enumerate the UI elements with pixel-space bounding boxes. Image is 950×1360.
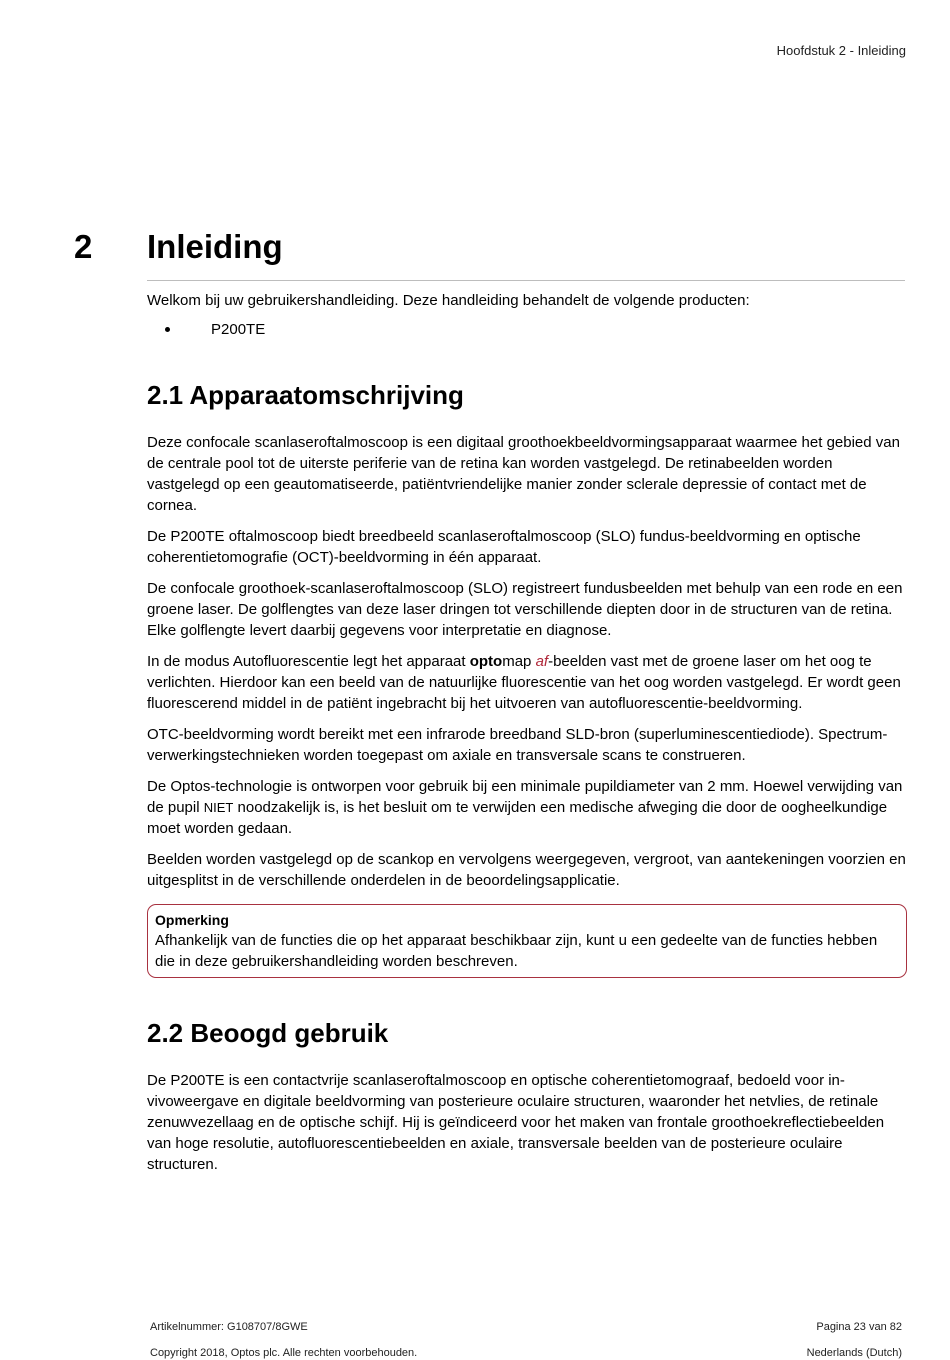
paragraph-slo: De confocale groothoek-scanlaseroftalmoscoop (SLO) registreert fundusbeelden met behulp van een rode en een groene laser. De golflengtes van deze laser dringen tot verschillende diepten door in de structuren van de retina. Elke golflengte levert daarbij gegevens voor interpretatie en diagnose. (147, 580, 903, 639)
footer-page-number: Pagina 23 van 82 (816, 1321, 902, 1333)
paragraph-description: Deze confocale scanlaseroftalmoscoop is een digitaal groothoekbeeldvormingsapparaat waarmee het gebied van de centrale pool tot de uiterste periferie van de retina kan worden vastgelegd. De retinabeelden worden vastgelegd op een geautomatiseerde, patiëntvriendelijke manier zonder sclerale depressie of contact met de cornea. (147, 434, 900, 514)
footer-left (150, 1320, 417, 1360)
section-heading-apparaatomschrijving: 2.1 Apparaatomschrijving (147, 380, 464, 410)
section-heading-beoogd-gebruik: 2.2 Beoogd gebruik (147, 1018, 389, 1048)
af-text-before: In de modus Autofluorescentie legt het apparaat (147, 653, 470, 670)
paragraph-otc: OTC-beeldvorming wordt bereikt met een infrarode breedband SLD-bron (superluminescentiediode). Spectrum-verwerkingstechnieken worden toegepast om axiale en transversale scans te construeren. (147, 726, 888, 764)
intro-paragraph: Welkom bij uw gebruikershandleiding. Deze handleiding behandelt de volgende producten: (147, 292, 750, 309)
product-list (147, 319, 907, 340)
af-text-after: -beelden vast met de groene laser om het oog te verlichten. Hierdoor kan een beeld van de natuurlijke fluorescentie van het oog worden vastgelegd. Er wordt geen fluorescerend middel in de patiënt ingebracht bij het uitvoeren van autofluorescentie-beeldvorming. (147, 653, 901, 712)
chapter-title: Inleiding (147, 228, 283, 265)
note-box (147, 904, 907, 978)
footer-article-number: Artikelnummer: G108707/8GWE (150, 1321, 308, 1333)
af-mark: af (535, 653, 549, 670)
page-content (147, 290, 907, 1185)
footer-language: Nederlands (Dutch) (806, 1347, 902, 1359)
niet-emphasis: NIET (203, 800, 234, 815)
paragraph-intended-use: De P200TE is een contactvrije scanlaseroftalmoscoop en optische coherentietomograaf, bedoeld voor in-vivoweergave en digitale beeldvorming van posterieure oculaire structuren, waaronder het netvlies, de retinale zenuwvezellaag en de optische schijf. Hij is geïndiceerd voor het maken van frontale groothoekreflectiebeelden van hoge resolutie, autofluorescentiebeelden en axiale, transversale beelden van de posterieure oculaire structuren. (147, 1072, 885, 1173)
running-header: Hoofdstuk 2 - Inleiding (776, 43, 906, 58)
chapter-divider (147, 280, 905, 281)
footer-right (807, 1320, 902, 1360)
note-text: Afhankelijk van de functies die op het apparaat beschikbaar zijn, kunt u een gedeelte van de functies hebben die in deze gebruikershandleiding worden beschreven. (155, 932, 878, 970)
paragraph-autofluorescence (147, 651, 907, 714)
chapter-number: 2 (74, 228, 93, 265)
brand-name-bold: opto (469, 653, 503, 670)
paragraph-p200te: De P200TE oftalmoscoop biedt breedbeeld scanlaseroftalmoscoop (SLO) fundus-beeldvorming en optische coherentietomografie (OCT)-beeldvorming in één apparaat. (147, 528, 861, 566)
product-list-item: P200TE (165, 319, 907, 340)
paragraph-pupil (147, 776, 907, 839)
brand-name-regular: map (502, 653, 536, 670)
pupil-text-before: De Optos-technologie is ontworpen voor gebruik bij een minimale pupildiameter van 2 mm. Hoewel verwijding van de pupil (147, 778, 903, 816)
note-title: Opmerking (155, 912, 229, 928)
footer-copyright: Copyright 2018, Optos plc. Alle rechten voorbehouden. (150, 1347, 418, 1359)
pupil-text-after: noodzakelijk is, is het besluit om te verwijden een medische afweging die door de oogheelkundige moet worden gedaan. (147, 799, 888, 837)
paragraph-images: Beelden worden vastgelegd op de scankop en vervolgens weergegeven, vergroot, van aantekeningen voorzien en uitgesplitst in de verschillende onderdelen in de beoordelingsapplicatie. (147, 851, 906, 889)
